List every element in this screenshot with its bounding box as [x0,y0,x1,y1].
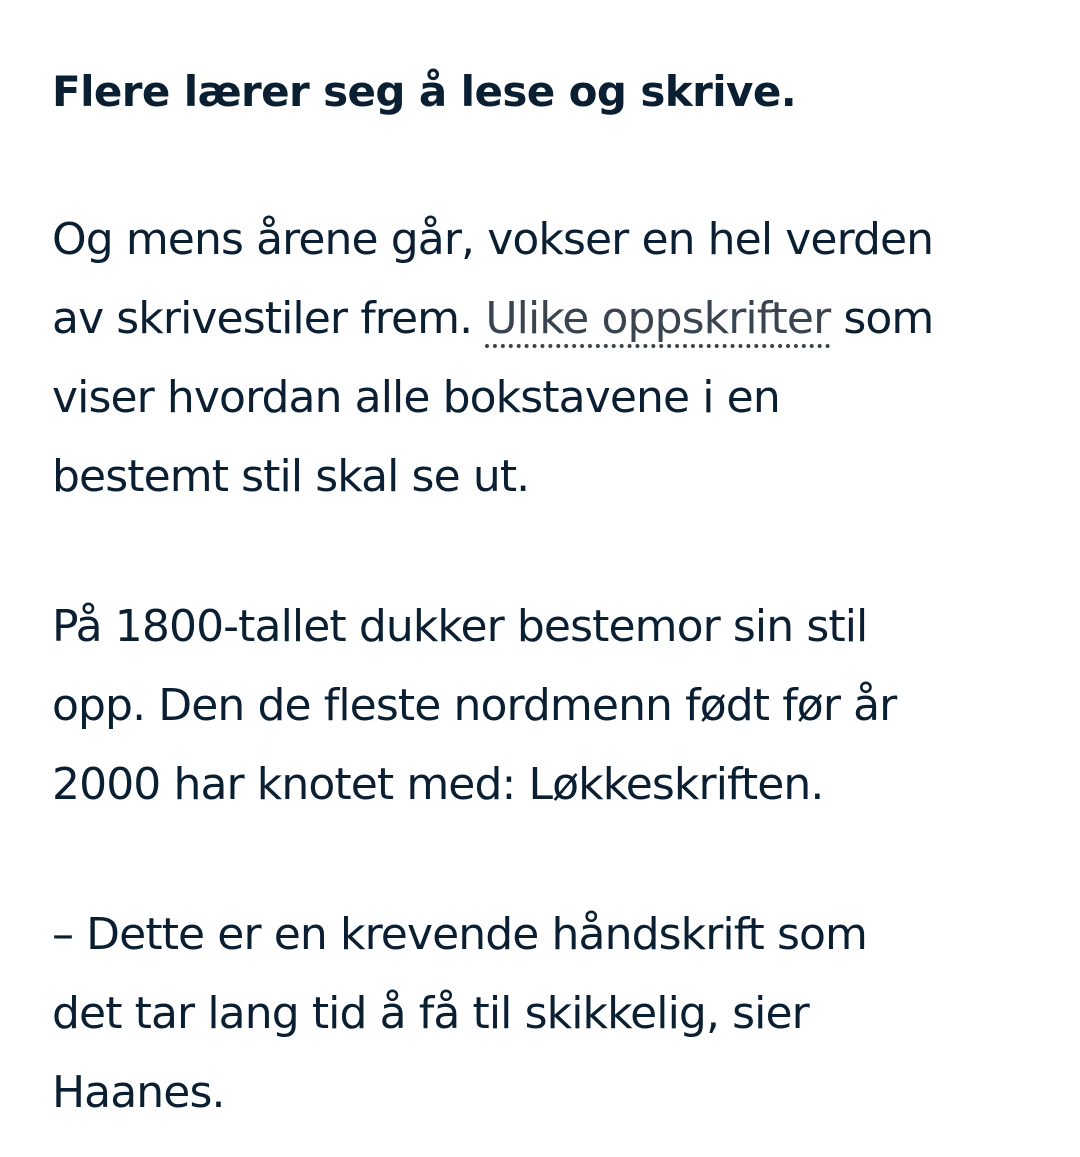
paragraph-line: viser hvordan alle bokstavene i en [52,372,780,423]
paragraph-line: Og mens årene går, vokser en hel verden [52,214,934,265]
paragraph-line: bestemt stil skal se ut. [52,451,530,502]
paragraph-quote [52,895,867,1132]
paragraph-line: opp. Den de fleste nordmenn født før år [52,680,897,731]
paragraph-line: – Dette er en krevende håndskrift som [52,909,867,960]
paragraph-writing-styles [52,200,933,516]
paragraph-text: av skrivestiler frem. [52,293,486,344]
paragraph-line: Haanes. [52,1067,225,1118]
section-heading: Flere lærer seg å lese og skrive. [52,67,797,116]
paragraph-line: 2000 har knotet med: Løkkeskriften. [52,759,824,810]
paragraph-line: På 1800-tallet dukker bestemor sin stil [52,601,868,652]
paragraph-line [52,279,933,358]
paragraph-lokkeskriften [52,587,896,824]
glossary-link-ulike-oppskrifter[interactable]: Ulike oppskrifter [485,293,830,348]
paragraph-line: det tar lang tid å få til skikkelig, sier [52,988,809,1039]
paragraph-text: som [830,293,934,344]
